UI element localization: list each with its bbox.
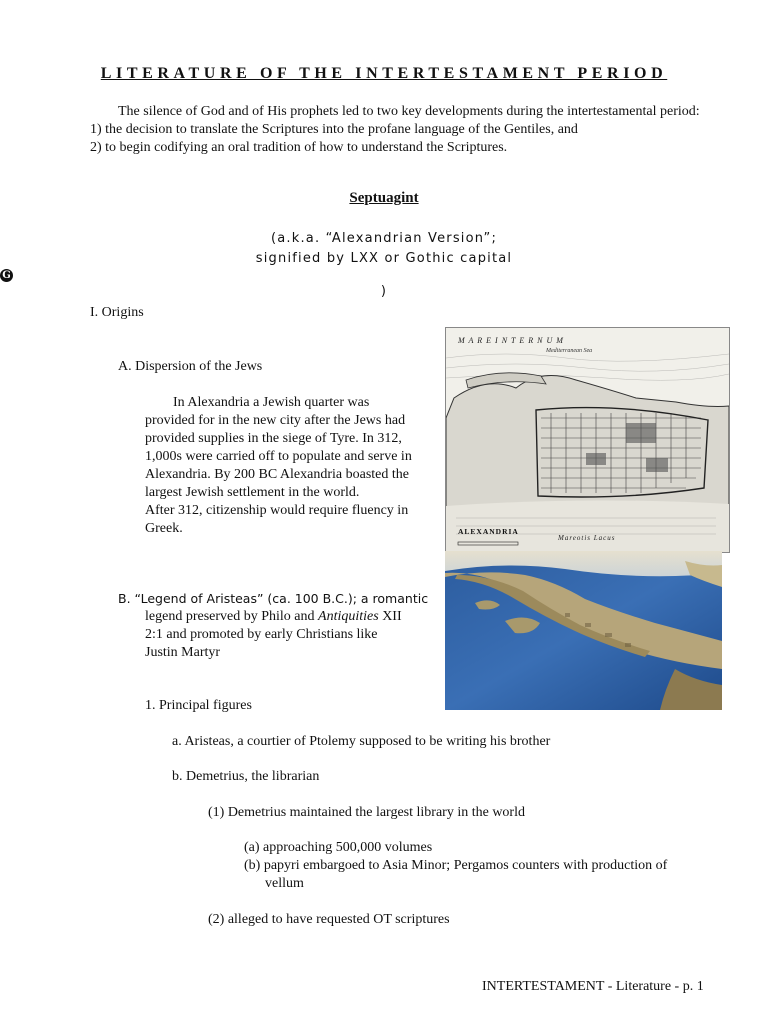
dispersion-body [145,394,445,538]
dispersion-line: provided supplies in the siege of Tyre. In 312, [145,431,402,446]
alexandria-aerial-illustration [445,551,722,710]
outline-papyri: (b) papyri embargoed to Asia Minor; Pergamos counters with production of [244,858,668,873]
dispersion-line: provided for in the new city after the Jews had [145,413,406,428]
intro-paragraph [90,103,730,157]
outline-origins: I. Origins [90,305,144,320]
dispersion-line: In Alexandria a Jewish quarter was [173,395,370,410]
legend-paragraph [118,590,438,662]
map-top-label: M A R E I N T E R N U M [458,336,564,345]
legend-line-4: Justin Martyr [145,645,221,660]
intro-line-2: 1) the decision to translate the Scriptures into the profane language of the Gentiles, and [90,122,578,137]
outline-papyri-cont: vellum [265,876,304,891]
alexandria-aerial-image [445,551,722,710]
legend-line-2b: XII [378,609,402,624]
section-heading: Septuagint [349,190,419,206]
aka-line-2-text: signified by LXX or Gothic capital [255,251,513,266]
dispersion-line: largest Jewish settlement in the world. [145,485,360,500]
dispersion-line: Greek. [145,521,183,536]
outline-demetrius: b. Demetrius, the librarian [172,769,320,784]
map-city-label: ALEXANDRIA [458,527,519,536]
aka-line-1: (a.k.a. “Alexandrian Version”; [270,231,498,246]
legend-line-2 [118,608,438,626]
outline-aristeas: a. Aristeas, a courtier of Ptolemy supposed to be writing his brother [172,734,551,749]
outline-principal: 1. Principal figures [145,698,252,713]
outline-volumes: (a) approaching 500,000 volumes [244,840,433,855]
intro-line-3: 2) to begin codifying an oral tradition of how to understand the Scriptures. [90,140,508,155]
map-lake-label: Mareotis Lacus [558,534,616,542]
aka-note [0,229,768,302]
outline-library: (1) Demetrius maintained the largest library in the world [208,805,525,820]
document-title: LITERATURE OF THE INTERTESTAMENT PERIOD [100,65,668,82]
gothic-g-icon: G [0,269,13,282]
outline-dispersion: A. Dispersion of the Jews [118,359,263,374]
aka-line-2 [0,249,768,302]
dispersion-line: 1,000s were carried off to populate and serve in [145,449,412,464]
page-footer: INTERTESTAMENT - Literature - p. 1 [482,979,704,994]
alexandria-map-illustration [446,328,729,552]
dispersion-line: Alexandria. By 200 BC Alexandria boasted the [145,467,409,482]
dispersion-line: After 312, citizenship would require fluency in [145,503,409,518]
legend-line-2a: legend preserved by Philo and [145,609,319,624]
legend-lead: B. “Legend of Aristeas” (ca. 100 B.C.); a romantic [118,591,429,606]
aka-close: ) [380,284,388,299]
legend-line-3: 2:1 and promoted by early Christians like [145,627,378,642]
map-sea-label: Mediterranean Sea [546,348,593,354]
intro-line-1: The silence of God and of His prophets led to two key developments during the intertestamental period: [118,104,700,119]
outline-requested: (2) alleged to have requested OT scriptures [208,912,450,927]
alexandria-map [445,327,730,553]
legend-italic-title: Antiquities [318,609,379,624]
